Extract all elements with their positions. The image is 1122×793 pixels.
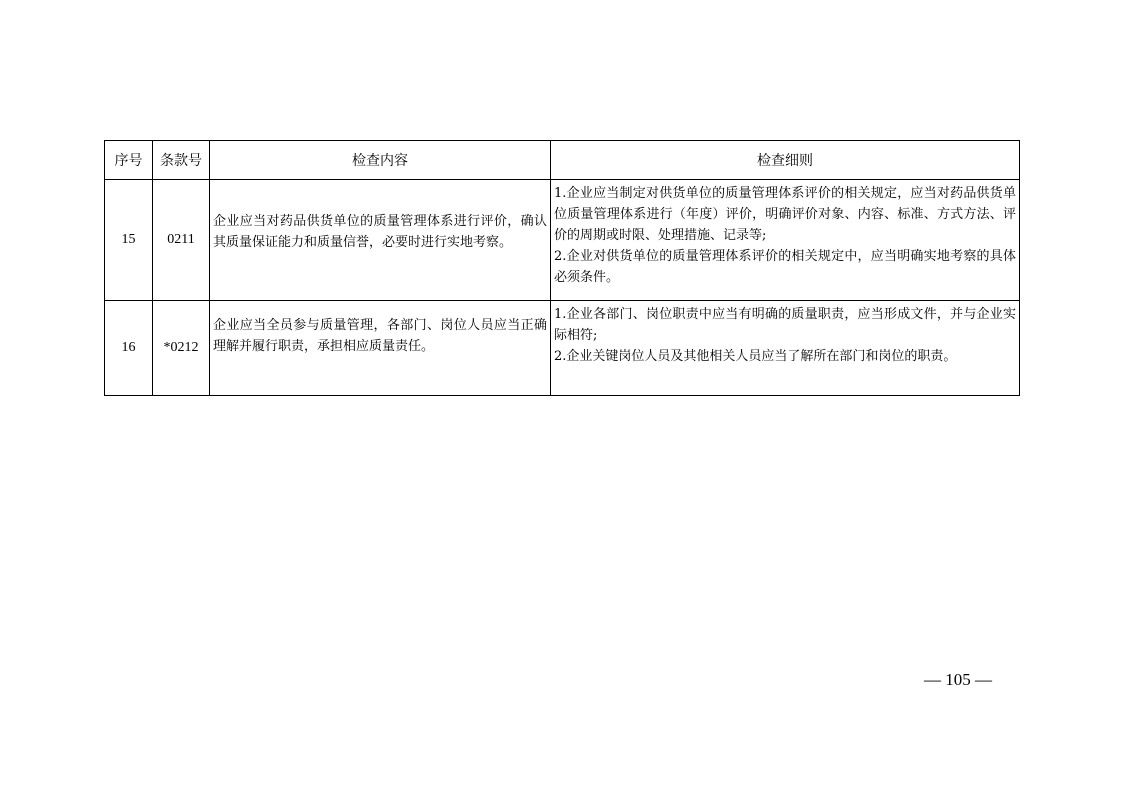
inspection-table <box>104 140 1020 396</box>
row-content-text: 企业应当全员参与质量管理，各部门、岗位人员应当正确理解并履行职责，承担相应质量责任。 <box>213 318 547 354</box>
header-content: 检查内容 <box>210 141 551 180</box>
header-seq: 序号 <box>105 141 153 180</box>
rule-item: 1.企业各部门、岗位职责中应当有明确的质量职责，应当形成文件，并与企业实际相符; <box>554 307 1016 343</box>
rule-item: 1.企业应当制定对供货单位的质量管理体系评价的相关规定，应当对药品供货单位质量管理体系进行（年度）评价，明确评价对象、内容、标准、方式方法、评价的周期或时限、处理措施、记录等; <box>554 186 1016 243</box>
row-rules <box>551 301 1020 396</box>
page-number: — 105 — <box>924 670 992 689</box>
row-clause: *0212 <box>153 301 210 396</box>
header-rules: 检查细则 <box>551 141 1020 180</box>
row-content-text: 企业应当对药品供货单位的质量管理体系进行评价，确认其质量保证能力和质量信誉，必要时进行实地考察。 <box>213 214 547 250</box>
table-header-row <box>105 141 1020 180</box>
rule-item: 2.企业对供货单位的质量管理体系评价的相关规定中，应当明确实地考察的具体必须条件。 <box>554 249 1016 285</box>
table-row <box>105 301 1020 396</box>
table-row <box>105 180 1020 301</box>
rule-item: 2.企业关键岗位人员及其他相关人员应当了解所在部门和岗位的职责。 <box>554 349 957 364</box>
header-clause: 条款号 <box>153 141 210 180</box>
row-seq: 16 <box>105 301 153 396</box>
row-seq: 15 <box>105 180 153 301</box>
row-content <box>210 180 551 301</box>
row-content <box>210 301 551 396</box>
row-rules <box>551 180 1020 301</box>
row-clause: 0211 <box>153 180 210 301</box>
